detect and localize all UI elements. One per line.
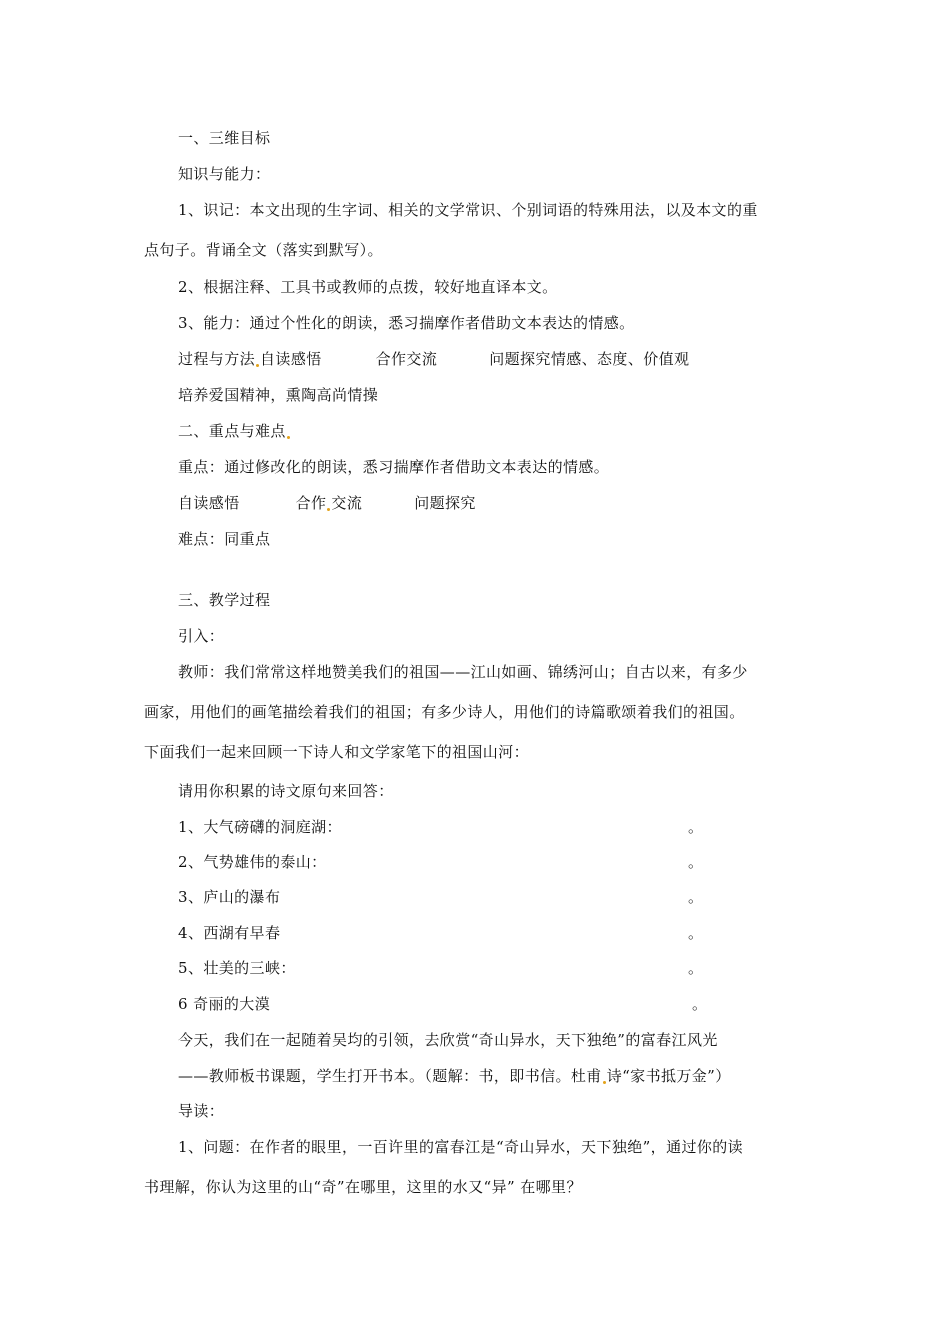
question-1-end: 。 <box>688 818 704 836</box>
guide-label: 导读： <box>178 1102 225 1120</box>
keypoints-heading-text: 二、重点与难点 <box>178 422 286 440</box>
process-methods-line <box>178 349 689 369</box>
item-1-line-b: 点句子。背诵全文（落实到默写）。 <box>144 241 383 259</box>
question-3-end: 。 <box>688 888 704 906</box>
issue-line-b: 书理解，你认为这里的山“奇”在哪里，这里的水又“异” 在哪里？ <box>144 1178 582 1196</box>
section-heading-goals: 一、三维目标 <box>178 129 271 147</box>
question-5: 5、壮美的三峡： <box>178 959 296 977</box>
board-text-part2: 诗“家书抵万金”） <box>606 1067 731 1085</box>
item-1-line-a: 1、识记：本文出现的生字词、相关的文学常识、个别词语的特殊用法，以及本文的重 <box>178 201 758 219</box>
question-1: 1、大气磅礴的洞庭湖： <box>178 818 342 836</box>
question-6-end: 。 <box>692 995 708 1013</box>
methods-line <box>178 493 476 513</box>
question-5-end: 。 <box>688 959 704 977</box>
question-3: 3、庐山的瀑布 <box>178 888 281 906</box>
mark-dot <box>603 1081 606 1084</box>
item-3: 3、能力：通过个性化的朗读，悉习揣摩作者借助文本表达的情感。 <box>178 314 635 332</box>
teacher-line-c: 下面我们一起来回顾一下诗人和文学家笔下的祖国山河： <box>144 743 530 761</box>
teacher-line-b: 画家，用他们的画笔描绘着我们的祖国；有多少诗人，用他们的诗篇歌颂着我们的祖国。 <box>144 703 745 721</box>
method-self-read: 自读感悟 <box>178 494 240 512</box>
question-2: 2、气势雄伟的泰山： <box>178 853 327 871</box>
issue-line-a: 1、问题：在作者的眼里，一百许里的富春江是“奇山异水，天下独绝”，通过你的读 <box>178 1138 744 1156</box>
question-4-end: 。 <box>688 924 704 942</box>
process-cooperate: 合作交流 <box>375 350 438 368</box>
today-line: 今天，我们在一起随着吴均的引领，去欣赏“奇山异水，天下独绝”的富春江风光 <box>178 1031 718 1049</box>
process-inquiry-values: 问题探究情感、态度、价值观 <box>489 350 690 368</box>
method-inquiry: 问题探究 <box>414 494 476 512</box>
answer-prompt: 请用你积累的诗文原句来回答： <box>178 782 394 800</box>
process-label: 过程与方法 <box>178 350 256 368</box>
difficulty: 难点：同重点 <box>178 530 271 548</box>
teacher-line-a: 教师：我们常常这样地赞美我们的祖国——江山如画、锦绣河山；自古以来，有多少 <box>178 663 748 681</box>
board-line <box>178 1066 731 1086</box>
process-self-read: 自读感悟 <box>260 350 322 368</box>
item-2: 2、根据注释、工具书或教师的点拨，较好地直译本文。 <box>178 278 558 296</box>
mark-dot <box>256 364 259 367</box>
section-heading-process: 三、教学过程 <box>178 591 271 609</box>
mark-dot <box>327 508 330 511</box>
intro-label: 引入： <box>178 627 225 645</box>
method-cooperate-part2: 交流 <box>331 494 363 512</box>
mark-dot <box>287 436 290 439</box>
question-6: 6 奇丽的大漠 <box>178 995 271 1013</box>
question-2-end: 。 <box>688 853 704 871</box>
knowledge-label: 知识与能力： <box>178 165 271 183</box>
board-text-part1: ——教师板书课题，学生打开书本。（题解：书，即书信。杜甫 <box>178 1067 602 1085</box>
key-point: 重点：通过修改化的朗读，悉习揣摩作者借助文本表达的情感。 <box>178 458 610 476</box>
patriotism-goal: 培养爱国精神，熏陶高尚情操 <box>178 386 379 404</box>
method-cooperate-part1: 合作 <box>295 494 327 512</box>
section-heading-keypoints <box>178 421 291 441</box>
question-4: 4、西湖有早春 <box>178 924 281 942</box>
